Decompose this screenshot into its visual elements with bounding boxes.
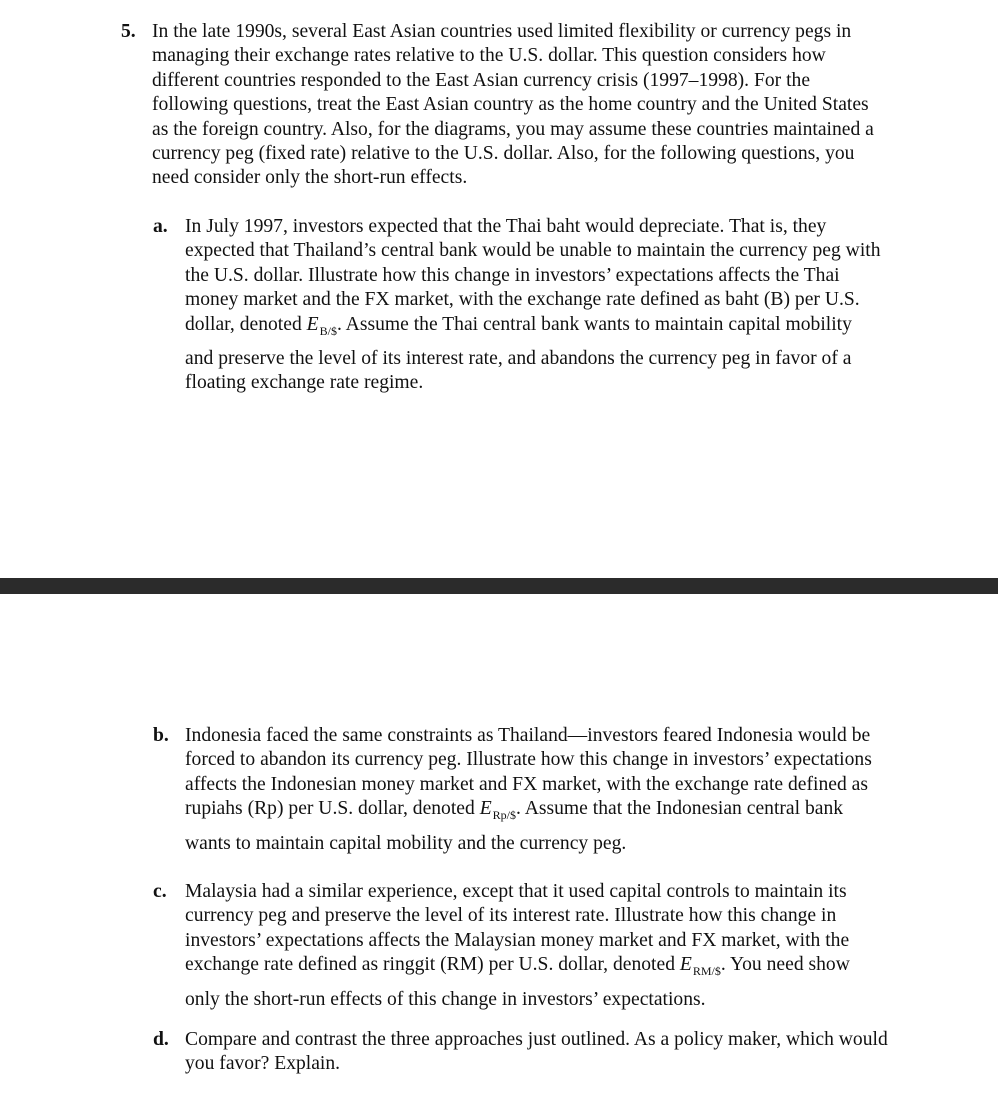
exchange-rate-variable: E [479,798,492,820]
question-line: managing their exchange rates relative to the U.S. dollar. This question considers how [152,45,826,67]
question-number: 5. [121,21,136,42]
part-d-line: Compare and contrast the three approaches just outlined. As a policy maker, which would [185,1029,888,1050]
part-a-line: money market and the FX market, with the exchange rate defined as baht (B) per U.S. [185,289,860,311]
question-line: need consider only the short-run effects. [152,167,468,189]
part-d-label: d. [153,1029,169,1050]
question-line: following questions, treat the East Asian country as the home country and the United States [152,94,869,116]
part-c-line-with-variable [185,953,850,983]
question-line: as the foreign country. Also, for the diagrams, you may assume these countries maintained a [152,118,874,140]
part-a-line: floating exchange rate regime. [185,372,424,394]
exchange-rate-subscript: Rp/$ [492,808,517,823]
part-a-line-5-before: dollar, denoted [185,313,307,335]
part-d-line: you favor? Explain. [185,1053,341,1075]
part-c-line: currency peg and preserve the level of its interest rate. Illustrate how this change in [185,905,837,927]
part-a-line: In July 1997, investors expected that the Thai baht would depreciate. That is, they [185,216,827,237]
part-a-line-with-variable [185,313,881,343]
part-c-line: investors’ expectations affects the Malaysian money market and FX market, with the [185,929,850,951]
part-b-line: Indonesia faced the same constraints as Thailand—investors feared Indonesia would be [185,725,871,746]
part-c-line: Malaysia had a similar experience, except that it used capital controls to maintain its [185,881,847,902]
part-a-label: a. [153,216,168,237]
question-text [152,20,874,191]
part-a-line: and preserve the level of its interest rate, and abandons the currency peg in favor of a [185,348,852,370]
part-b-line: forced to abandon its currency peg. Illustrate how this change in investors’ expectations [185,749,872,771]
part-a-line: the U.S. dollar. Illustrate how this change in investors’ expectations affects the Thai [185,264,840,286]
exchange-rate-variable: E [679,954,692,976]
part-b-line-4-after: . Assume that the Indonesian central bank [516,798,844,820]
part-b-text [185,724,872,856]
question-line: currency peg (fixed rate) relative to the U.S. dollar. Also, for the following questions, you [152,143,855,165]
part-b-line-4-before: rupiahs (Rp) per U.S. dollar, denoted [185,798,480,820]
part-b-label: b. [153,725,169,746]
part-c-line-4-before: exchange rate defined as ringgit (RM) per U.S. dollar, denoted [185,954,680,976]
exchange-rate-variable: E [306,313,319,335]
part-b-line: affects the Indonesian money market and FX market, with the exchange rate defined as [185,773,868,795]
part-b-line: wants to maintain capital mobility and the currency peg. [185,832,627,854]
part-d-text [185,1028,888,1077]
part-c-line: only the short-run effects of this change in investors’ expectations. [185,988,706,1010]
question-line: In the late 1990s, several East Asian countries used limited flexibility or currency pegs in [152,21,852,42]
part-c-label: c. [153,881,167,902]
page-divider [0,578,998,594]
part-c-line-4-after: . You need show [720,954,850,976]
question-line: different countries responded to the East Asian currency crisis (1997–1998). For the [152,69,811,91]
part-b-line-with-variable [185,797,872,827]
exchange-rate-subscript: RM/$ [692,964,721,979]
part-a-text [185,215,881,396]
part-a-line: expected that Thailand’s central bank would be unable to maintain the currency peg with [185,240,881,262]
part-a-line-5-after: . Assume the Thai central bank wants to maintain capital mobility [336,313,852,335]
exchange-rate-subscript: B/$ [319,323,337,338]
part-c-text [185,880,850,1012]
